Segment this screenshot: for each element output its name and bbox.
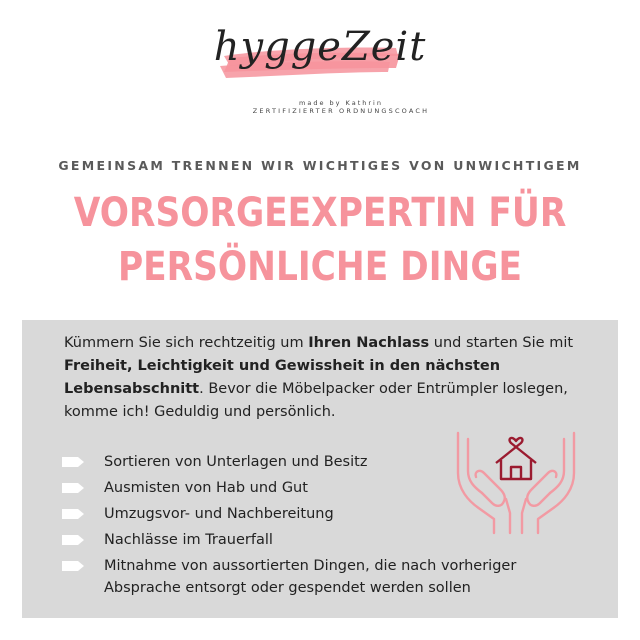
intro-bold-part: Ihren Nachlass <box>308 335 430 351</box>
subtitle: GEMEINSAM TRENNEN WIR WICHTIGES VON UNWICHTIGEM <box>58 158 582 173</box>
intro-text <box>64 332 594 424</box>
tag-arrow-icon <box>62 509 84 519</box>
headline-line-1: VORSORGEEXPERTIN FÜR <box>73 190 567 236</box>
list-item <box>62 529 582 551</box>
list-item-label: Ausmisten von Hab und Gut <box>104 480 308 496</box>
logo <box>0 0 640 130</box>
headline-line-2: PERSÖNLICHE DINGE <box>117 244 523 290</box>
logo-wordmark: hyggeZeit <box>213 24 427 70</box>
intro-text-part: Kümmern Sie sich rechtzeitig um <box>64 335 309 351</box>
tag-arrow-icon <box>62 483 84 493</box>
list-item-label: Nachlässe im Trauerfall <box>104 532 273 548</box>
list-item-label: Mitnahme von aussortierten Dingen, die nach vorheriger Absprache entsorgt oder gespendet werden sollen <box>104 558 517 596</box>
service-list <box>62 451 582 603</box>
list-item <box>62 477 582 499</box>
list-item <box>62 451 582 473</box>
tag-arrow-icon <box>62 561 84 571</box>
list-item <box>62 555 582 599</box>
info-box <box>22 320 618 618</box>
logo-certification: ZERTIFIZIERTER ORDNUNGSCOACH <box>252 107 430 115</box>
list-item-label: Umzugsvor- und Nachbereitung <box>104 506 334 522</box>
tag-arrow-icon <box>62 457 84 467</box>
tag-arrow-icon <box>62 535 84 545</box>
logo-made-by: made by Kathrin <box>299 99 383 107</box>
intro-text-part: und starten Sie mit <box>429 335 574 351</box>
intro-text-part: . Bevor die Möbelpacker oder Entrümpler loslegen, komme ich! Geduldig und persönlich. <box>64 381 568 420</box>
headline <box>45 186 595 294</box>
list-item-label: Sortieren von Unterlagen und Besitz <box>104 454 368 470</box>
list-item <box>62 503 582 525</box>
intro-bold-part: Freiheit, Leichtigkeit und Gewissheit in den nächsten Lebensabschnitt <box>64 358 501 397</box>
